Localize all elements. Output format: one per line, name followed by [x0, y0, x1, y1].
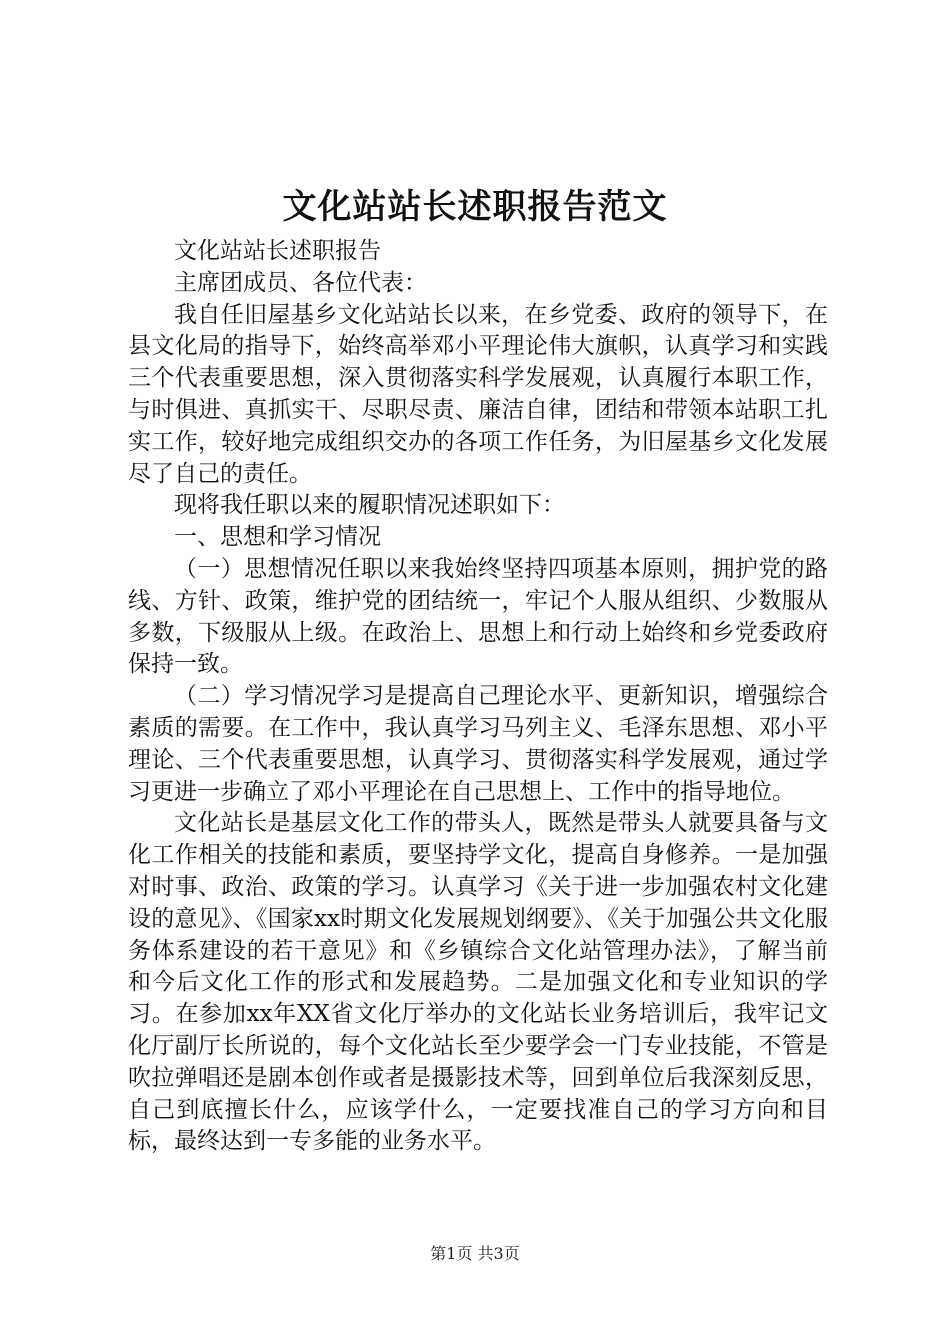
- paragraph-introduction: 我自任旧屋基乡文化站站长以来，在乡党委、政府的领导下，在县文化局的指导下，始终高举邓小平理论伟大旗帜，认真学习和实践三个代表重要思想，深入贯彻落实科学发展观，认真履行本职工作，与时俱进、真抓实干、尽职尽责、廉洁自律，团结和带领本站职工扎实工作，较好地完成组织交办的各项工作任务，为旧屋基乡文化发展尽了自己的责任。: [128, 301, 828, 487]
- paragraph-report-heading: 文化站站长述职报告: [174, 238, 381, 264]
- document-title: 文化站站长述职报告范文: [282, 187, 668, 227]
- document-body: [128, 236, 828, 1158]
- paragraph-thought-situation: （一）思想情况任职以来我始终坚持四项基本原则，拥护党的路线、方针、政策，维护党的团结统一，牢记个人服从组织、少数服从多数，下级服从上级。在政治上、思想上和行动上始终和乡党委政府保持一致。: [128, 555, 828, 678]
- section-heading-thought-study: 一、思想和学习情况: [174, 524, 381, 551]
- page-number-footer: 第1页 共3页: [430, 1244, 520, 1263]
- paragraph-salutation: 主席团成员、各位代表：: [174, 269, 427, 296]
- paragraph-study-situation: （二）学习情况学习是提高自己理论水平、更新知识，增强综合素质的需要。在工作中，我认真学习马列主义、毛泽东思想、邓小平理论、三个代表重要思想，认真学习、贯彻落实科学发展观，通过学习更进一步确立了邓小平理论在自己思想上、工作中的指导地位。: [128, 683, 828, 805]
- paragraph-transition: 现将我任职以来的履职情况述职如下：: [174, 492, 565, 519]
- paragraph-station-head-role: 文化站长是基层文化工作的带头人，既然是带头人就要具备与文化工作相关的技能和素质，要坚持学文化，提高自身修养。一是加强对时事、政治、政策的学习。认真学习《关于进一步加强农村文化建设的意见》、《国家xx时期文化发展规划纲要》、《关于加强公共文化服务体系建设的若干意见》和《乡镇综合文化站管理办法》，了解当前和今后文化工作的形式和发展趋势。二是加强文化和专业知识的学习。在参加xx年XX省文化厅举办的文化站长业务培训后，我牢记文化厅副厅长所说的，每个文化站长至少要学会一门专业技能，不管是吹拉弹唱还是剧本创作或者是摄影技术等，回到单位后我深刻反思，自己到底擅长什么，应该学什么，一定要找准自己的学习方向和目标，最终达到一专多能的业务水平。: [128, 810, 828, 1155]
